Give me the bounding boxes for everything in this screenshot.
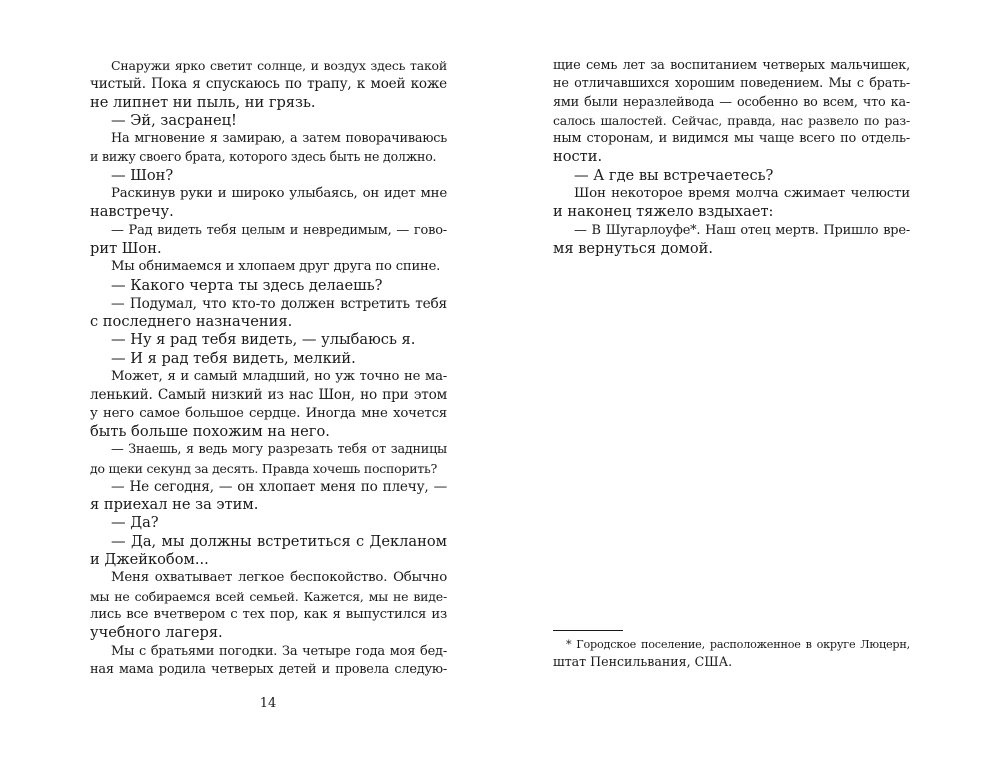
- text-line: — Рад видеть тебя целым и невредимым, — гово-: [111, 222, 447, 238]
- text-line: Раскинув руки и широко улыбаясь, он идет мне: [111, 186, 447, 202]
- text-line: и вижу своего брата, которого здесь быть не должно.: [90, 149, 437, 165]
- text-line: Может, я и самый младший, но уж точно не ма-: [111, 369, 447, 385]
- text-line: и наконец тяжело вздыхает:: [553, 203, 774, 221]
- text-line: щие семь лет за воспитанием четверых мальчишек,: [553, 58, 910, 73]
- text-line: Мы с братьями погодки. За четыре года моя бед-: [111, 643, 447, 659]
- text-line: — Знаешь, я ведь могу разрезать тебя от задницы: [111, 442, 447, 458]
- text-line: — Да, мы должны встретиться с Декланом: [111, 532, 447, 550]
- text-line: ным сторонам, и видимся мы чаще всего по отдель-: [553, 131, 910, 147]
- right-page-text: [553, 57, 910, 258]
- footnote: [553, 636, 910, 670]
- text-line: не липнет ни пыль, ни грязь.: [90, 93, 316, 111]
- text-line: — Да?: [111, 514, 159, 532]
- text-line: ная мама родила четверых детей и провела следую-: [90, 661, 447, 677]
- text-line: у него самое большое сердце. Иногда мне хочется: [90, 405, 447, 421]
- text-line: я приехал не за этим.: [90, 496, 259, 514]
- text-line: штат Пенсильвания, США.: [553, 654, 733, 669]
- text-line: На мгновение я замираю, а затем поворачиваюсь: [111, 131, 447, 147]
- text-line: — А где вы встречаетесь?: [574, 166, 774, 184]
- text-line: и Джейкобом...: [90, 551, 209, 569]
- text-line: ями были неразлейвода — особенно во всем, что ка-: [553, 94, 910, 110]
- text-line: — Шон?: [111, 166, 174, 184]
- text-line: салось шалостей. Сейчас, правда, нас развело по раз-: [553, 112, 910, 128]
- text-line: — В Шугарлоуфе*. Наш отец мертв. Пришло вре-: [574, 222, 910, 238]
- text-line: чистый. Пока я спускаюсь по трапу, к моей коже: [90, 76, 447, 93]
- text-line: Мы обнимаемся и хлопаем друг друга по спине.: [111, 259, 441, 275]
- text-line: Меня охватывает легкое беспокойство. Обычно: [111, 570, 447, 586]
- text-line: мы не собираемся всей семьей. Кажется, мы не виде-: [90, 588, 447, 604]
- text-line: — Какого черта ты здесь делаешь?: [111, 276, 383, 294]
- text-line: * Городское поселение, расположенное в округе Люцерн,: [566, 638, 910, 651]
- text-line: быть больше похожим на него.: [90, 422, 330, 440]
- text-line: — Эй, засранец!: [111, 111, 237, 129]
- footnote-divider: [553, 630, 623, 631]
- text-line: Снаружи ярко светит солнце, и воздух здесь такой: [111, 58, 447, 73]
- text-line: не отличавшихся хорошим поведением. Мы с брать-: [553, 76, 910, 92]
- right-page: [500, 0, 1000, 759]
- text-line: — Не сегодня, — он хлопает меня по плечу, —: [111, 478, 447, 495]
- text-line: — И я рад тебя видеть, мелкий.: [111, 349, 356, 367]
- text-line: ности.: [553, 148, 603, 166]
- text-line: до щеки секунд за десять. Правда хочешь поспорить?: [90, 460, 438, 476]
- page-number: 14: [259, 696, 277, 711]
- text-line: рит Шон.: [90, 239, 162, 257]
- text-line: ленький. Самый низкий из нас Шон, но при этом: [90, 387, 447, 404]
- text-line: лись все вчетвером с тех пор, как я выпустился из: [90, 606, 447, 622]
- left-page-text: [90, 57, 447, 679]
- text-line: с последнего назначения.: [90, 313, 293, 331]
- text-line: мя вернуться домой.: [553, 239, 714, 257]
- text-line: навстречу.: [90, 203, 174, 221]
- text-line: — Ну я рад тебя видеть, — улыбаюсь я.: [111, 331, 416, 349]
- text-line: — Подумал, что кто-то должен встретить тебя: [111, 295, 447, 312]
- text-line: учебного лагеря.: [90, 624, 223, 642]
- text-line: Шон некоторое время молча сжимает челюсти: [574, 186, 910, 202]
